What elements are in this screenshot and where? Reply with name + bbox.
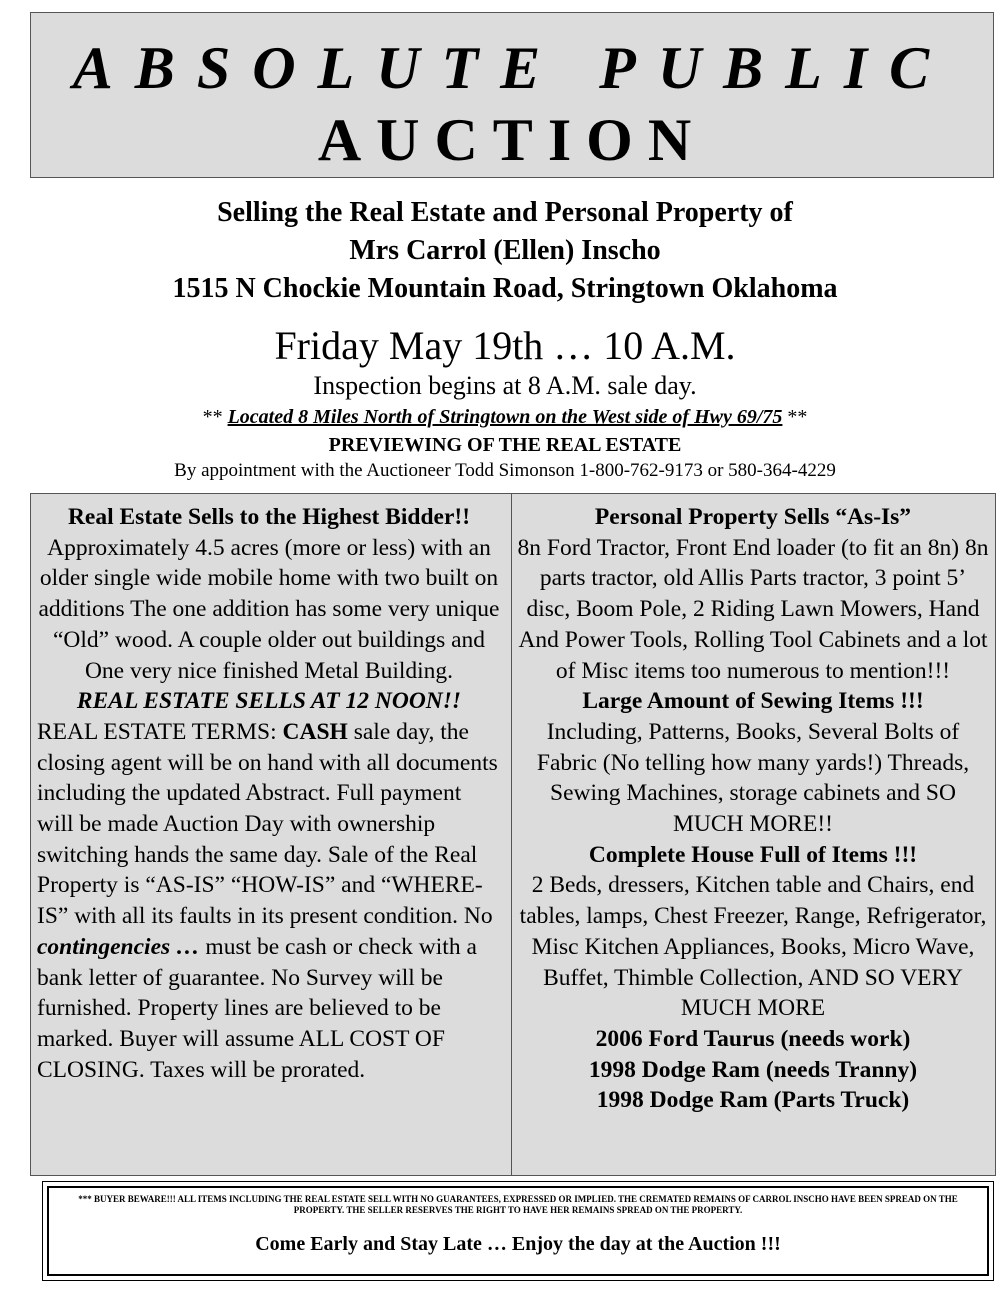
- buyer-beware-disclaimer: *** BUYER BEWARE!!! ALL ITEMS INCLUDING THE REAL ESTATE SELL WITH NO GUARANTEES, EXPRESSED OR IMPLIED. THE CREMATED REMAINS OF CARROL INSCHO HAVE BEEN SPREAD ON THE PROPERTY. THE SELLER RESERVES THE RIGHT TO HAVE HER REMAINS SPREAD ON THE PROPERTY.: [78, 1194, 958, 1215]
- seller-info: [30, 194, 980, 308]
- details-panel: [30, 493, 996, 1176]
- sewing-list: Including, Patterns, Books, Several Bolts of Fabric (No telling how many yards!) Threads, Sewing Machines, storage cabinets and SO MUCH MORE!!: [536, 718, 970, 838]
- footer-inner-border: [47, 1186, 989, 1276]
- terms-contingencies: contingencies …: [37, 933, 200, 960]
- subtitle-line-1: Selling the Real Estate and Personal Property of: [217, 197, 793, 228]
- real-estate-time: REAL ESTATE SELLS AT 12 NOON!!: [76, 688, 462, 715]
- footer-box: [42, 1181, 994, 1281]
- location-suffix: **: [782, 406, 808, 428]
- terms-text-2: must be cash or check with a bank letter of guarantee. No Survey will be furnished. Property lines are believed to be marked. Buyer will assume ALL COST OF CLOSING. Taxes will be prorated.: [37, 933, 477, 1083]
- real-estate-column: [37, 502, 501, 1085]
- real-estate-description: Approximately 4.5 acres (more or less) with an older single wide mobile home with two built on additions The one addition has some very unique “Old” wood. A couple older out buildings and One very nice finished Metal Building.: [38, 534, 500, 684]
- household-heading: Complete House Full of Items !!!: [588, 841, 918, 868]
- title-line-1: ABSOLUTE PUBLIC: [72, 35, 952, 101]
- terms-cash: CASH: [282, 718, 348, 745]
- real-estate-heading: Real Estate Sells to the Highest Bidder!!: [67, 504, 471, 530]
- terms-label: REAL ESTATE TERMS:: [37, 718, 283, 745]
- location-text: Located 8 Miles North of Stringtown on the West side of Hwy 69/75: [227, 406, 783, 428]
- location-note: [30, 403, 980, 431]
- title-banner: [30, 12, 994, 178]
- preview-heading: PREVIEWING OF THE REAL ESTATE: [328, 434, 682, 456]
- vehicle-3: 1998 Dodge Ram (Parts Truck): [596, 1087, 910, 1114]
- terms-text-1: sale day, the closing agent will be on hand with all documents including the updated Abstract. Full payment will be made Auction Day with ownership switching hands the same day. Sale of the Real Property is “AS-IS” “HOW-IS” and “WHERE-IS” with all its faults in its present condition. No: [37, 718, 498, 930]
- personal-property-heading: Personal Property Sells “As-Is”: [594, 504, 912, 530]
- appointment-info: By appointment with the Auctioneer Todd Simonson 1-800-762-9173 or 580-364-4229: [174, 460, 836, 481]
- vehicle-1: 2006 Ford Taurus (needs work): [595, 1025, 911, 1052]
- footer-tagline: Come Early and Stay Late … Enjoy the day at the Auction !!!: [255, 1233, 781, 1255]
- auction-date: Friday May 19th … 10 A.M.: [274, 323, 736, 368]
- personal-property-list: 8n Ford Tractor, Front End loader (to fit an 8n) 8n parts tractor, old Allis Parts tractor, 3 point 5’ disc, Boom Pole, 2 Riding Lawn Mowers, Hand And Power Tools, Rolling Tool Cabinets and a lot of Misc items too numerous to mention!!!: [517, 534, 989, 684]
- household-list: 2 Beds, dressers, Kitchen table and Chairs, end tables, lamps, Chest Freezer, Range, Refrigerator, Misc Kitchen Appliances, Books, Micro Wave, Buffet, Thimble Collection, AND SO VERY MUCH MORE: [519, 872, 987, 1022]
- real-estate-terms: [37, 717, 501, 1085]
- sewing-heading: Large Amount of Sewing Items !!!: [582, 688, 924, 715]
- location-prefix: **: [202, 406, 228, 428]
- vehicle-2: 1998 Dodge Ram (needs Tranny): [588, 1056, 918, 1083]
- seller-name: Mrs Carrol (Ellen) Inscho: [349, 235, 661, 266]
- personal-property-column: [517, 502, 989, 1116]
- column-divider: [511, 494, 512, 1175]
- inspection-time: Inspection begins at 8 A.M. sale day.: [313, 371, 697, 400]
- property-address: 1515 N Chockie Mountain Road, Stringtown Oklahoma: [172, 273, 838, 304]
- title-line-2: AUCTION: [317, 107, 707, 173]
